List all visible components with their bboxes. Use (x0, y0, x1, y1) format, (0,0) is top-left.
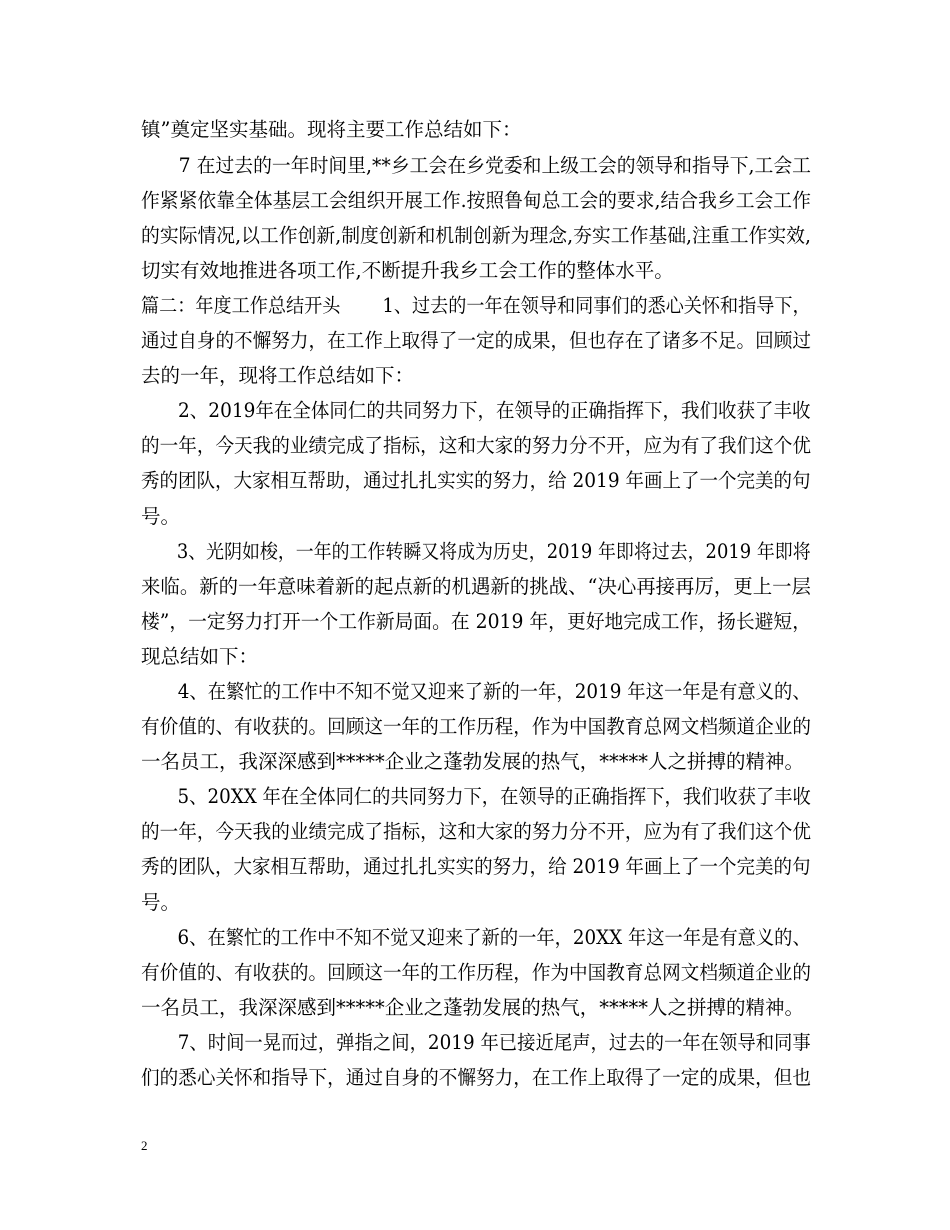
text-line: 一名员工，我深深感到*****企业之蓬勃发展的热气，*****人之拼搏的精神。 (141, 750, 805, 773)
text-line: 作紧紧依靠全体基层工会组织开展工作.按照鲁甸总工会的要求,结合我乡工会工作 (141, 189, 811, 212)
text-line: 3、光阴如梭，一年的工作转瞬又将成为历史，2019 年即将过去，2019 年即将 (141, 540, 811, 563)
page-number: 2 (141, 1138, 148, 1153)
text-line: 一名员工，我深深感到*****企业之蓬勃发展的热气，*****人之拼搏的精神。 (141, 996, 805, 1019)
text-line: 去的一年，现将工作总结如下： (141, 364, 415, 387)
text-line: 有价值的、有收获的。回顾这一年的工作历程，作为中国教育总网文档频道企业的 (141, 961, 812, 984)
text-line: 4、在繁忙的工作中不知不觉又迎来了新的一年，2019 年这一年是有意义的、 (141, 680, 811, 703)
text-line: 秀的团队，大家相互帮助，通过扎扎实实的努力，给 2019 年画上了一个完美的句 (141, 469, 811, 492)
text-line: 镇”奠定坚实基础。现将主要工作总结如下： (141, 118, 522, 141)
text-line: 现总结如下： (141, 645, 259, 668)
text-line: 7、时间一晃而过，弹指之间，2019 年已接近尾声，过去的一年在领导和同事 (141, 1031, 811, 1054)
text-line: 通过自身的不懈努力，在工作上取得了一定的成果，但也存在了诸多不足。回顾过 (141, 329, 812, 352)
text-line: 切实有效地推进各项工作,不断提升我乡工会工作的整体水平。 (141, 259, 674, 282)
text-line: 号。 (141, 891, 181, 914)
text-line: 篇二：年度工作总结开头 1、过去的一年在领导和同事们的悉心关怀和指导下， (141, 294, 811, 317)
text-line: 5、20XX 年在全体同仁的共同努力下，在领导的正确指挥下，我们收获了丰收 (141, 785, 811, 808)
text-line: 的实际情况,以工作创新,制度创新和机制创新为理念,夯实工作基础,注重工作实效, (141, 224, 811, 247)
text-line: 2、2019年在全体同仁的共同努力下，在领导的正确指挥下，我们收获了丰收 (141, 399, 811, 422)
text-line: 有价值的、有收获的。回顾这一年的工作历程，作为中国教育总网文档频道企业的 (141, 715, 812, 738)
text-line: 楼”，一定努力打开一个工作新局面。在 2019 年，更好地完成工作，扬长避短， (141, 610, 811, 633)
text-line: 的一年，今天我的业绩完成了指标，这和大家的努力分不开，应为有了我们这个优 (141, 434, 812, 457)
text-line: 的一年，今天我的业绩完成了指标，这和大家的努力分不开，应为有了我们这个优 (141, 820, 812, 843)
text-line: 7 在过去的一年时间里,**乡工会在乡党委和上级工会的领导和指导下,工会工 (141, 154, 812, 177)
text-line: 们的悉心关怀和指导下，通过自身的不懈努力，在工作上取得了一定的成果，但也 (141, 1066, 812, 1089)
text-line: 号。 (141, 505, 181, 528)
text-line: 来临。新的一年意味着新的起点新的机遇新的挑战、“决心再接再厉，更上一层 (141, 575, 811, 598)
text-line: 6、在繁忙的工作中不知不觉又迎来了新的一年，20XX 年这一年是有意义的、 (141, 926, 811, 949)
text-line: 秀的团队，大家相互帮助，通过扎扎实实的努力，给 2019 年画上了一个完美的句 (141, 855, 811, 878)
